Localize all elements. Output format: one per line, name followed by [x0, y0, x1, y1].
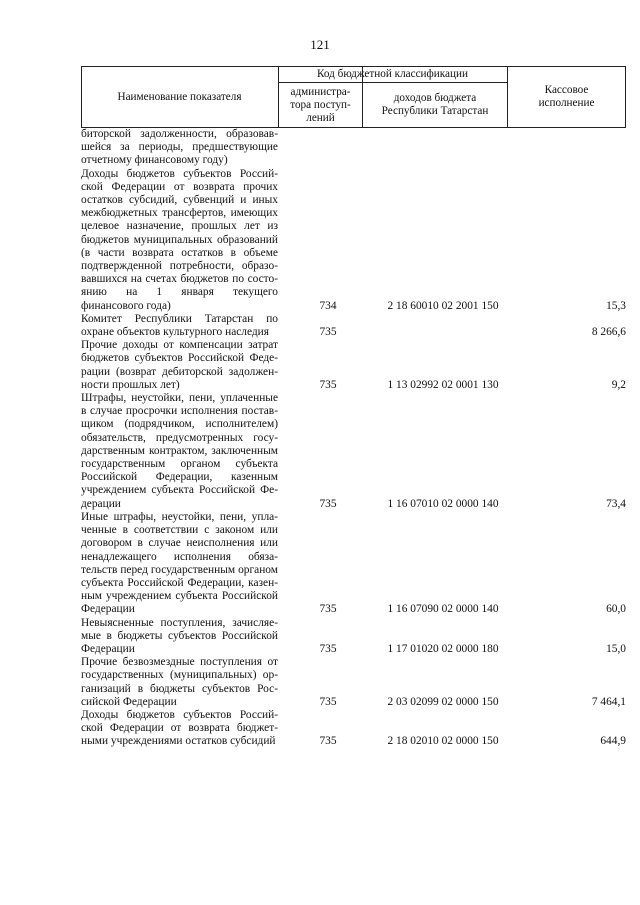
- row-income-code: 1 16 07010 02 0000 140: [387, 497, 499, 510]
- header-income: доходов бюджета Республики Татарстан: [381, 92, 489, 117]
- row-amount: 15,0: [606, 642, 626, 655]
- table-row: [81, 656, 626, 709]
- row-amount: 7 464,1: [591, 695, 626, 708]
- table-row: [81, 128, 626, 168]
- row-admin-code: 735: [319, 378, 337, 391]
- row-amount: 8 266,6: [591, 326, 626, 339]
- header-name: Наименование показателя: [117, 90, 242, 103]
- row-name: Иные штрафы, неустойки, пени, уплаченные в соответствии с законом или договором в случае неисполнения или ненадлежащего исполнения обязательств перед государственным органом субъекта Российской Федерации, казенным учреждением субъекта Российской Федерации: [81, 510, 278, 616]
- row-name: Невыясненные поступления, зачисляемые в бюджеты субъектов Российской Федерации: [81, 616, 278, 655]
- row-name: Доходы бюджетов субъектов Российской Федерации от возврата бюджетными учреждениями остатков субсидий: [81, 708, 278, 748]
- header-classification: Код бюджетной классификации: [317, 68, 468, 80]
- row-admin-code: 735: [319, 642, 337, 655]
- row-admin-code: 735: [319, 326, 337, 339]
- table-row: [81, 339, 626, 392]
- table-row: [81, 313, 626, 339]
- header-admin: администра-тора поступ-лений: [290, 85, 351, 124]
- row-amount: 60,0: [606, 603, 626, 616]
- table-row: [81, 709, 626, 749]
- row-name: биторской задолженности, образовавшейся за периоды, предшествующие отчетному финансовому году): [81, 128, 278, 167]
- row-income-code: 2 18 02010 02 0000 150: [387, 735, 499, 748]
- row-admin-code: 735: [319, 735, 337, 748]
- budget-table: [81, 66, 626, 749]
- row-income-code: 1 13 02992 02 0001 130: [387, 378, 499, 391]
- row-name: Прочие безвозмездные поступления от государственных (муниципальных) организаций в бюджеты субъектов Российской Федерации: [81, 656, 278, 708]
- table-body: [81, 128, 626, 749]
- row-admin-code: 735: [319, 497, 337, 510]
- row-income-code: 1 17 01020 02 0000 180: [387, 642, 499, 655]
- table-header: [81, 66, 626, 128]
- table-row: [81, 392, 626, 511]
- row-admin-code: 734: [319, 299, 337, 312]
- row-amount: 73,4: [606, 497, 626, 510]
- page-number: 121: [310, 37, 330, 52]
- row-admin-code: 735: [319, 603, 337, 616]
- row-amount: 644,9: [600, 735, 626, 748]
- table-row: [81, 168, 626, 313]
- row-income-code: 2 03 02099 02 0000 150: [387, 695, 499, 708]
- row-admin-code: 735: [319, 695, 337, 708]
- row-income-code: 2 18 60010 02 2001 150: [387, 299, 499, 312]
- header-amount: Кассовое исполнение: [538, 84, 595, 109]
- row-amount: 15,3: [606, 299, 626, 312]
- row-name: Прочие доходы от компенсации затрат бюджетов субъектов Российской Федерации (возврат дебиторской задолженности прошлых лет): [81, 339, 278, 391]
- table-row: [81, 511, 626, 617]
- row-name: Штрафы, неустойки, пени, уплаченные в случае просрочки исполнения поставщиком (подрядчиком, исполнителем) обязательств, предусмотренных государственным контрактом, заключенным государственным органом субъекта Российской Федерации, казенным учреждением субъекта Российской Федерации: [81, 392, 278, 510]
- row-name: Доходы бюджетов субъектов Российской Федерации от возврата прочих остатков субсидий, субвенций и иных межбюджетных трансфертов, имеющих целевое назначение, прошлых лет из бюджетов муниципальных образований (в части возврата остатков в объеме подтвержденной потребности, образовавшихся на счетах бюджетов по состоянию на 1 января текущего финансового года): [81, 167, 278, 312]
- row-amount: 9,2: [611, 378, 626, 391]
- table-row: [81, 617, 626, 657]
- row-income-code: 1 16 07090 02 0000 140: [387, 603, 499, 616]
- row-name: Комитет Республики Татарстан по охране объектов культурного наследия: [81, 312, 278, 339]
